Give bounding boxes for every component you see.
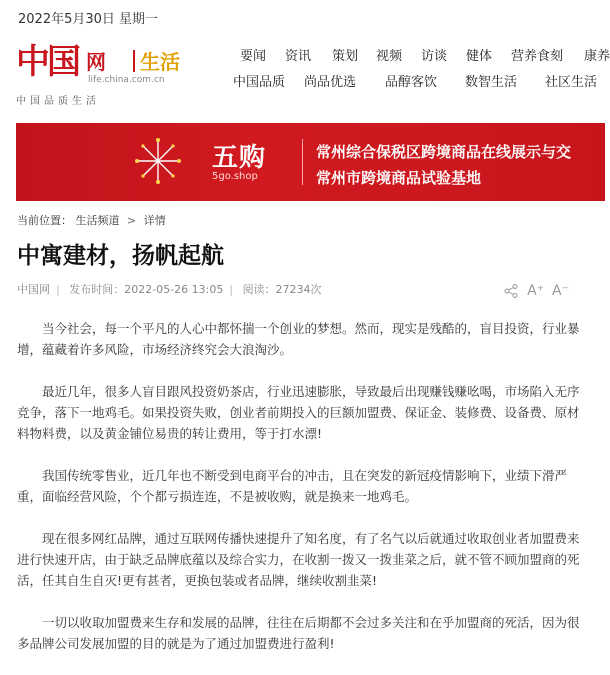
logo-china-text: 中国 [16,42,78,82]
nav-item-cehua[interactable]: 策划 [332,49,359,64]
nav-item-yaowen[interactable]: 要闻 [240,49,267,64]
nav-item-fangtan[interactable]: 访谈 [421,49,448,64]
article-paragraph: 一切以收取加盟费来生存和发展的品牌，往往在后期都不会过多关注和在乎加盟商的死活，因为很多品牌公司发展加盟的目的就是为了通过加盟费进行盈利! [17,615,580,651]
breadcrumb-separator: > [127,214,137,227]
nav-item-zixun[interactable]: 资讯 [285,49,312,64]
banner-headline: 常州综合保税区跨境商品在线展示与交 [316,143,572,161]
firework-icon [134,137,182,185]
ad-banner[interactable] [16,123,605,201]
article-paragraph: 当今社会，每一个平凡的人心中都怀揣一个创业的梦想。然而，现实是残酷的，盲目投资，行业暴增，蕴藏着许多风险，市场经济终究会大浪淘沙。 [17,321,580,357]
article-title: 中寓建材，扬帆起航 [17,243,224,269]
breadcrumb-item-detail[interactable]: 详情 [143,214,166,227]
share-icon[interactable] [503,283,519,299]
article-source: 中国网 [17,283,50,296]
article-paragraph: 最近几年，很多人盲目跟风投资奶茶店，行业迅速膨胀，导致最后出现赚钱赚吆喝，市场陷入无序竞争，落下一地鸡毛。如果投资失败，创业者前期投入的巨额加盟费、保证金、装修费、设备费、原材料物料费，以及黄金铺位易贵的转让费用，等于打水漂! [17,384,580,441]
breadcrumb [17,212,166,228]
breadcrumb-prefix: 当前位置： [17,214,72,227]
nav-row-1 [228,45,608,71]
banner-logo-sub: 5go.shop [212,171,258,182]
article-meta: 中国网 | 发布时间：2022-05-26 13:05 | 阅读：27234次 [17,283,322,296]
font-increase-button[interactable]: A⁺ [527,283,545,299]
nav-item-yingyang[interactable]: 营养食刻 [511,49,564,64]
nav-item-shipin[interactable]: 视频 [376,49,403,64]
article-tools [495,283,569,299]
banner-subheadline: 常州市跨境商品试验基地 [316,169,482,187]
breadcrumb-item-channel[interactable]: 生活频道 [75,214,120,227]
nav-item-shangpin[interactable]: 尚品优选 [304,75,357,90]
main-nav [228,45,608,97]
logo-separator [133,50,135,72]
article-paragraph: 我国传统零售业，近几年也不断受到电商平台的冲击，且在突发的新冠疫情影响下，业绩下滑严重，面临经营风险，个个都亏损连连，不是被收购，就是换来一地鸡毛。 [17,468,568,504]
site-logo[interactable] [16,42,216,110]
article-views: 阅读：27234次 [242,283,322,296]
nav-item-jianti[interactable]: 健体 [466,49,493,64]
nav-item-shuzhi[interactable]: 数智生活 [465,75,518,90]
banner-divider [302,139,303,185]
logo-domain: life.china.com.cn [88,75,165,85]
nav-item-shequ[interactable]: 社区生活 [545,75,598,90]
nav-item-kangyang[interactable]: 康养 [584,49,610,64]
logo-wang-text: 网 [86,50,106,74]
date-text: 2022年5月30日 星期一 [18,12,159,27]
nav-row-2 [228,71,608,97]
nav-item-pinzhi[interactable]: 中国品质 [233,75,286,90]
banner-brand [204,135,290,189]
font-decrease-button[interactable]: A⁻ [552,283,569,299]
article-paragraph: 现在很多网红品牌，通过互联网传播快速提升了知名度，有了名气以后就通过收取创业者加盟费来进行快速开店，由于缺乏品牌底蕴以及综合实力，在收割一拨又一拨韭菜之后，就不管不顾加盟商的死活，任其自生自灭!更有甚者，更换包装或者品牌，继续收割韭菜! [17,531,580,588]
article-body [17,318,585,675]
logo-slogan: 中国品质生活 [16,96,100,107]
article-publish-time: 发布时间：2022-05-26 13:05 [69,283,224,296]
logo-life-text: 生活 [140,50,180,74]
nav-item-pinchun[interactable]: 品醇客饮 [385,75,438,90]
banner-logo-text: 五购 [212,143,267,173]
